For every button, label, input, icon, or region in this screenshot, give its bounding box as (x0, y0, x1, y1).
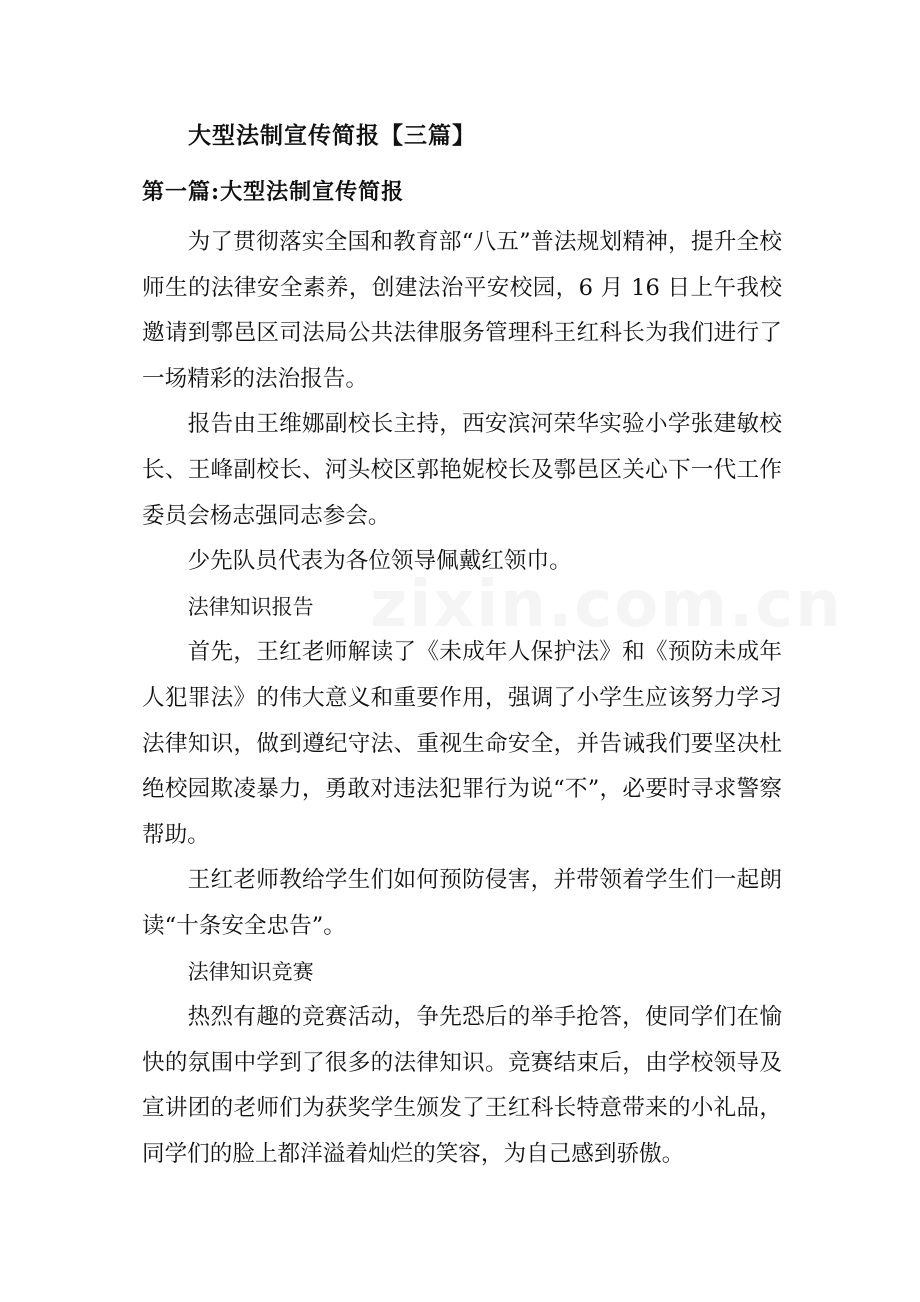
paragraph-law-interpretation: 首先，王红老师解读了《未成年人保护法》和《预防未成年人犯罪法》的伟大意义和重要作用，强调了小学生应该努力学习法律知识，做到遵纪守法、重视生命安全，并告诫我们要坚决杜绝校园欺凌暴力，勇敢对违法犯罪行为说“不”，必要时寻求警察帮助。 (142, 639, 782, 848)
paragraph-red-scarf: 少先队员代表为各位领导佩戴红领巾。 (187, 548, 572, 575)
paragraph-safety-advice: 王红老师教给学生们如何预防侵害，并带领着学生们一起朗读“十条安全忠告”。 (142, 867, 782, 939)
paragraph-attendees: 报告由王维娜副校长主持，西安滨河荣华实验小学张建敏校长、王峰副校长、河头校区郭艳妮校长及鄠邑区关心下一代工作委员会杨志强同志参会。 (142, 411, 782, 529)
subheading-law-contest: 法律知识竞赛 (187, 959, 314, 984)
paragraph-intro: 为了贯彻落实全国和教育部“八五”普法规划精神，提升全校师生的法律安全素养，创建法治平安校园，6 月 16 日上午我校邀请到鄠邑区司法局公共法律服务管理科王红科长为我们进行了一场精彩的法治报告。 (142, 229, 782, 392)
section-heading: 第一篇:大型法制宣传简报 (142, 179, 405, 205)
document-body (142, 220, 782, 1177)
paragraph-contest: 热烈有趣的竞赛活动，争先恐后的举手抢答，使同学们在愉快的氛围中学到了很多的法律知识。竞赛结束后，由学校领导及宣讲团的老师们为获奖学生颁发了王红科长特意带来的小礼品，同学们的脸上都洋溢着灿烂的笑容，为自己感到骄傲。 (142, 1004, 782, 1167)
subheading-law-report: 法律知识报告 (187, 594, 314, 619)
watermark: zixin.com.cn (370, 568, 843, 642)
document-title: 大型法制宣传简报【三篇】 (188, 123, 476, 149)
